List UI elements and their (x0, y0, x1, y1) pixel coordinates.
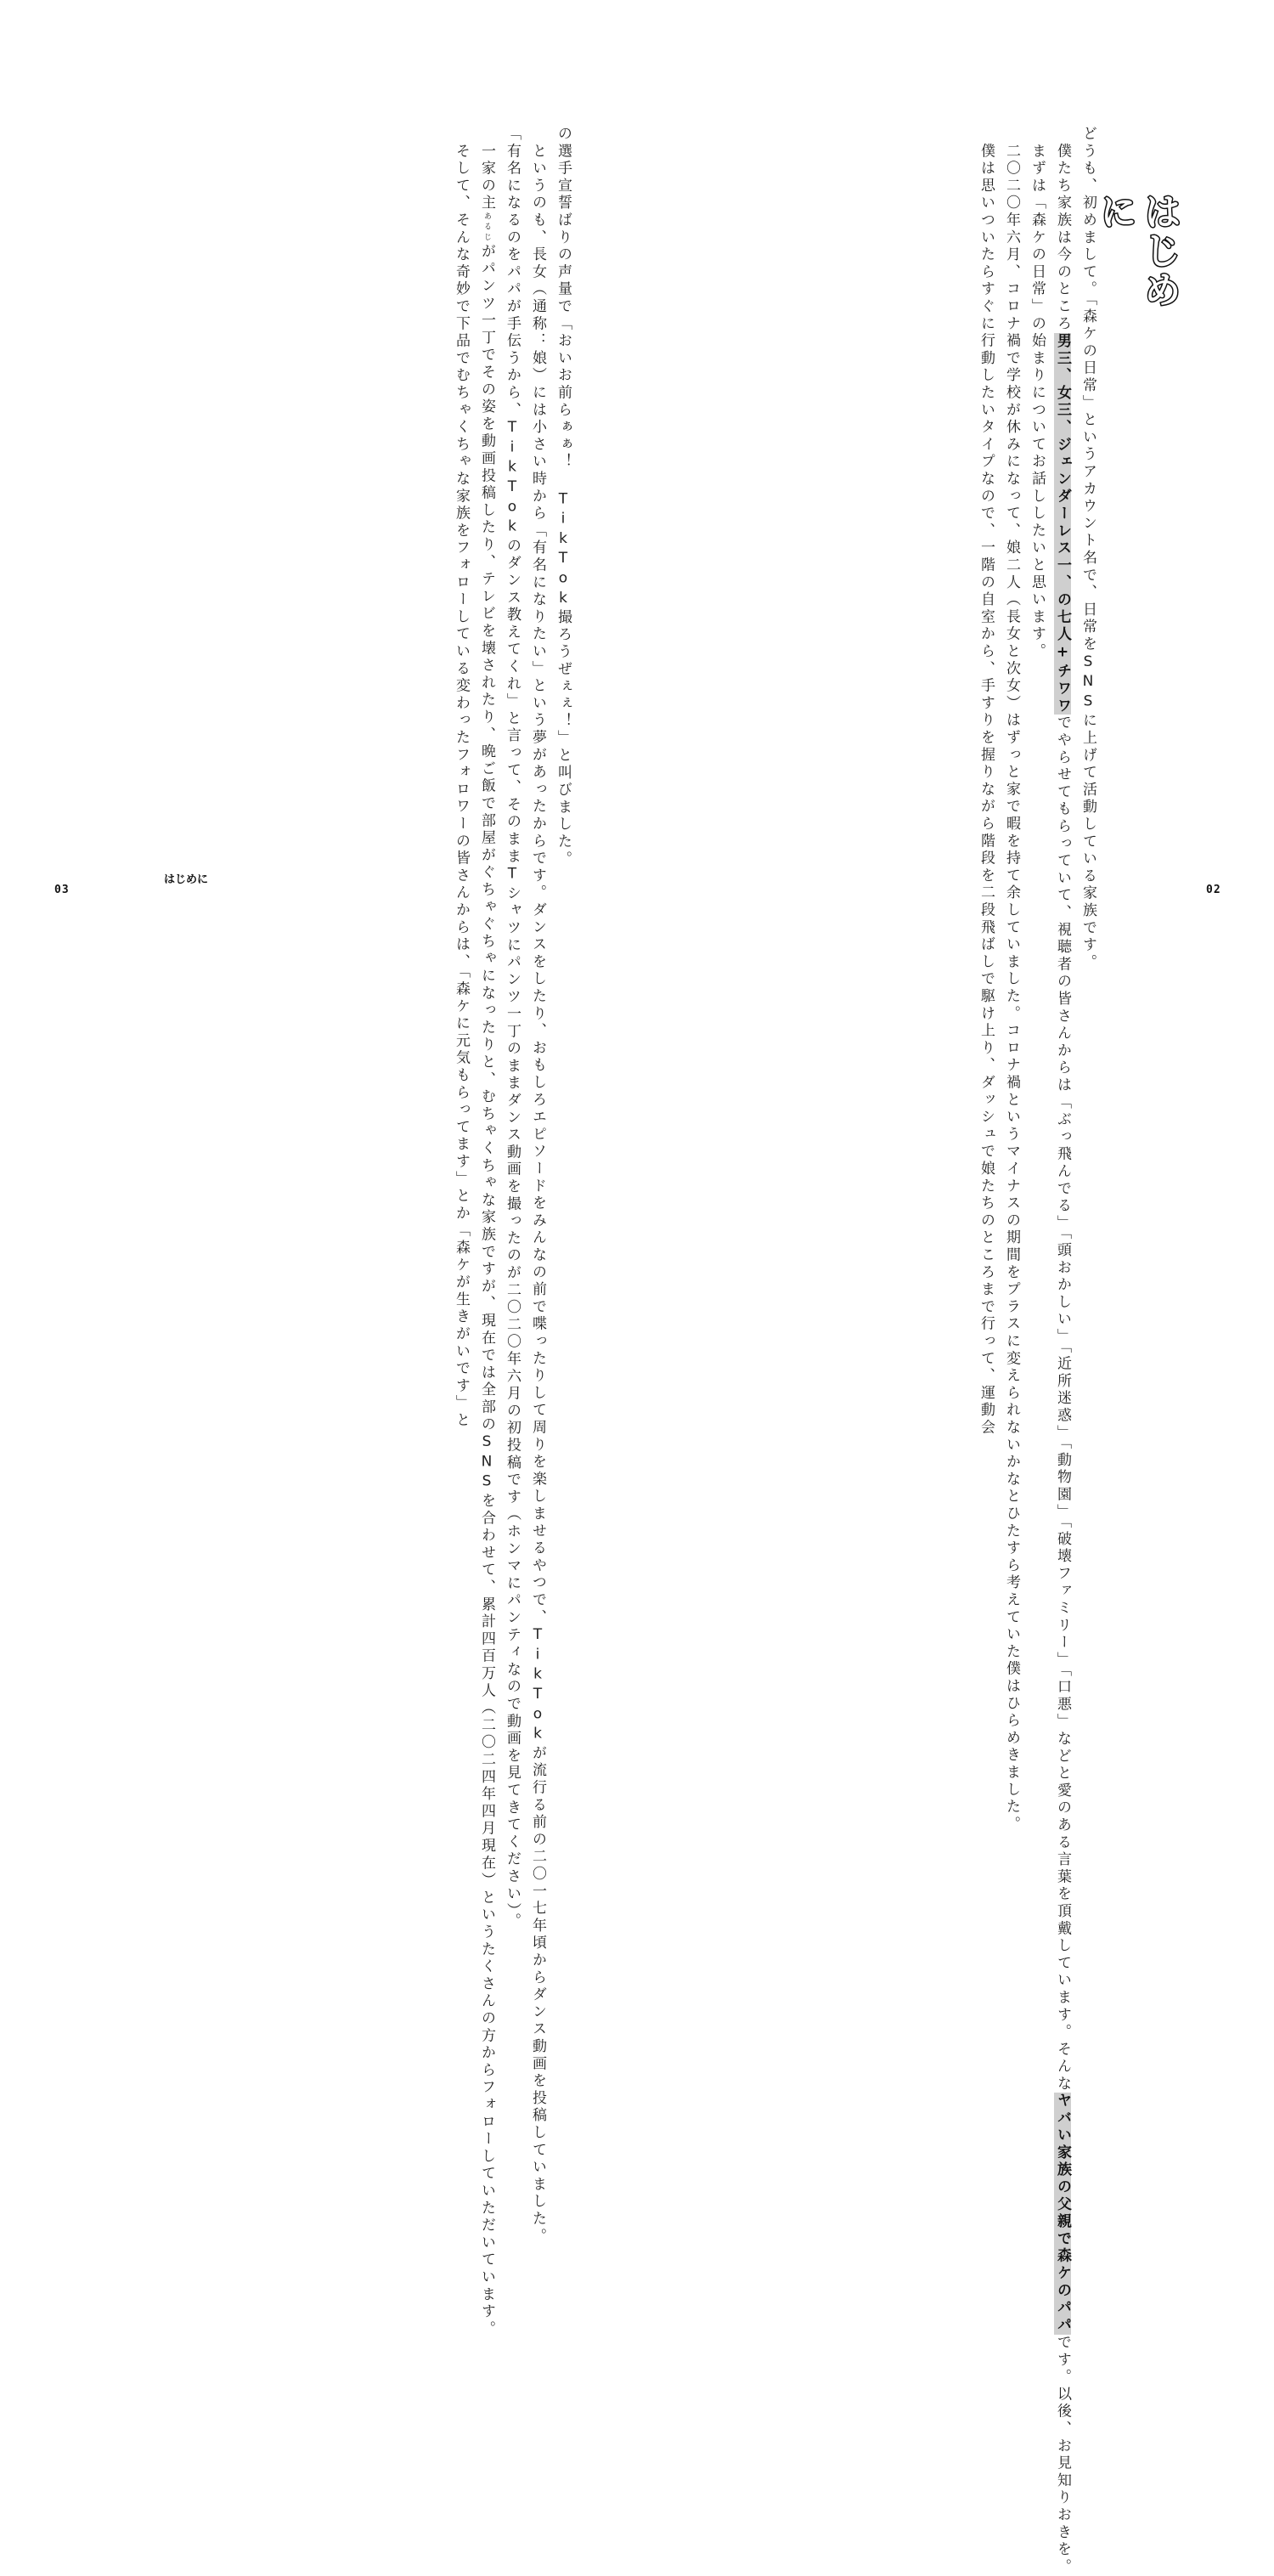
paragraph-text: です。以後、お見知りおきを。 (1054, 2334, 1071, 2576)
paragraph (1050, 126, 1075, 2576)
paragraph (1024, 126, 1050, 797)
paragraph (973, 126, 999, 1437)
ruby-reading: あるじ (482, 212, 491, 244)
paragraph-text: でやらせてもらっていて、視聴者の皆さんからは「ぶっ飛んでる」「頭おかしい」「近所迷惑」「動物園」「破壊ファミリー」「口悪」などと愛のある言葉を頂戴しています。そんな (1054, 715, 1071, 2093)
paragraph (499, 126, 525, 1930)
page-number-right: 02 (1206, 884, 1221, 896)
paragraph (474, 126, 499, 2338)
page-number-left: 03 (54, 884, 70, 896)
paragraph-text: がパンツ一丁でその姿を動画投稿したり、テレビを壊されたり、晩ご飯で部屋がぐちゃぐちゃになったりと、むちゃくちゃな家族ですが、現在では全部のSNSを合わせて、累計四百万人（二〇二四年四月現在）というたくさんの方からフォローしていただいています。 (478, 243, 495, 2338)
chapter-title: はじめに (1093, 192, 1181, 309)
paragraph-text: 僕たち家族は今のところ (1054, 143, 1071, 333)
paragraph-text: そして、そんな奇妙で下品でむちゃくちゃな家族をフォローしている変わったフォロワーの皆さんからは、「森ケに元気もらってます」とか「森ケが生きがいです」と (453, 143, 470, 1430)
paragraph-text: 二〇二〇年六月、コロナ禍で学校が休みになって、娘二人（長女と次女）はずっと家で暇を持て余していました。コロナ禍というマイナスの期間をプラスに変えられないかなとひたすら考えていた僕はひらめきました。 (1003, 143, 1020, 1833)
paragraph-text: 「有名になるのをパパが手伝うから、TikTokのダンス教えてくれ」と言って、そのままTシャツにパンツ一丁のままダンス動画を撮ったのが二〇二〇年六月の初投稿です（ホンマにパンティなので動画を見てきてください）。 (504, 126, 521, 1930)
paragraph-text: の選手宣誓ばりの声量で「おいお前らぁぁ！ TikTok撮ろうぜぇぇ！」と叫びました。 (555, 126, 572, 868)
right-page-body (717, 126, 1101, 2576)
paragraph (448, 126, 474, 1430)
paragraph (525, 126, 550, 2246)
paragraph-text: 一家の主 (478, 143, 495, 212)
paragraph-text: まずは「森ケの日常」の始まりについてお話ししたいと思います。 (1029, 143, 1046, 661)
paragraph (1075, 126, 1101, 972)
running-head: はじめに (164, 873, 209, 886)
paragraph-text: 僕は思いついたらすぐに行動したいタイプなので、一階の自室から、手すりを握りながら階段を二段飛ばしで駆け上り、ダッシュで娘たちのところまで行って、運動会 (978, 143, 995, 1437)
paragraph (550, 126, 576, 868)
highlight-father: ヤバい家族の父親で森ケのパパ (1054, 2093, 1071, 2335)
highlight-family-members: 男三、女三、ジェンダーレス一、の七人+チワワ (1054, 332, 1071, 715)
paragraph-text: どうも、初めまして。「森ケの日常」というアカウント名で、日常をSNSに上げて活動している家族です。 (1080, 126, 1096, 972)
paragraph-text: というのも、長女（通称：娘）には小さい時から「有名になりたい」という夢があったからです。ダンスをしたり、おもしろエピソードをみんなの前で喋ったりして周りを楽しませるやつで、TikTokが流行る前の二〇一七年頃からダンス動画を投稿していました。 (529, 143, 546, 2246)
paragraph (999, 126, 1024, 1833)
